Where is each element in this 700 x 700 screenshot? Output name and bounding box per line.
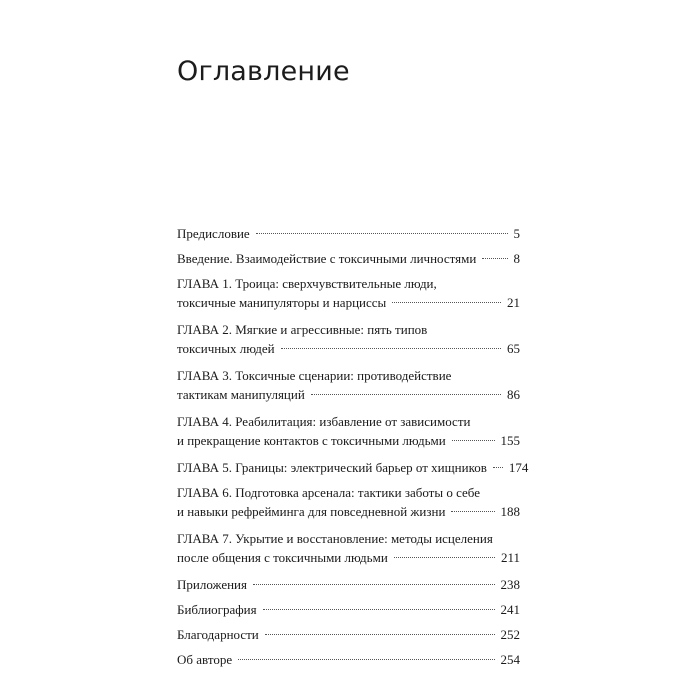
toc-entry-title: Приложения [177,577,247,592]
toc-entry-title-line1: ГЛАВА 1. Троица: сверхчувствительные люди, [177,276,437,291]
toc-entry-title-line1: ГЛАВА 3. Токсичные сценарии: противодействие [177,368,452,383]
toc-dot-leader [253,584,495,585]
toc-page-number: 155 [500,433,520,448]
toc-page-number: 21 [507,295,520,310]
toc-entry-chapter-3 [177,366,520,404]
page-title: Оглавление [177,56,350,87]
table-of-contents [177,224,529,675]
toc-entry-introduction [177,249,520,268]
toc-entry-title-line1: ГЛАВА 6. Подготовка арсенала: тактики заботы о себе [177,485,481,500]
toc-page-number: 174 [508,460,529,475]
toc-page-number: 188 [500,504,520,519]
toc-entry-title-line2: токсичные манипуляторы и нарциссы [177,295,387,310]
toc-entry-appendices [177,575,520,594]
toc-dot-leader [482,258,507,259]
toc-dot-leader [392,302,501,303]
toc-entry-title-line2: и прекращение контактов с токсичными людьми [177,433,446,448]
toc-entry-title-line1: ГЛАВА 4. Реабилитация: избавление от зависимости [177,414,471,429]
toc-entry-preface [177,224,520,243]
toc-entry-about-author [177,650,520,669]
toc-dot-leader [265,634,495,635]
toc-entry-chapter-6 [177,483,520,521]
toc-entry-title-line2: тактикам манипуляций [177,387,305,402]
toc-page-number: 252 [500,627,520,642]
toc-entry-title: ГЛАВА 5. Границы: электрический барьер от хищников [177,460,487,475]
toc-page-number: 238 [500,577,520,592]
toc-entry-bibliography [177,600,520,619]
toc-page-number: 86 [507,387,520,402]
toc-entry-chapter-7 [177,529,520,567]
toc-dot-leader [493,467,503,468]
toc-entry-title: Об авторе [177,652,233,667]
toc-entry-title: Введение. Взаимодействие с токсичными личностями [177,251,477,266]
toc-page-number: 8 [513,251,520,266]
toc-dot-leader [263,609,495,610]
toc-entry-chapter-5 [177,458,529,477]
toc-entry-title-line2: и навыки рефрейминга для повседневной жизни [177,504,446,519]
toc-entry-title: Предисловие [177,226,250,241]
toc-dot-leader [281,348,501,349]
toc-entry-title: Библиография [177,602,257,617]
toc-dot-leader [256,233,508,234]
toc-page-number: 254 [500,652,520,667]
toc-entry-chapter-2 [177,320,520,358]
toc-page-number: 211 [500,550,520,565]
toc-entry-title-line2: после общения с токсичными людьми [177,550,388,565]
toc-dot-leader [238,659,494,660]
toc-entry-title: Благодарности [177,627,259,642]
toc-dot-leader [311,394,501,395]
toc-entry-chapter-4 [177,412,520,450]
toc-entry-acknowledgements [177,625,520,644]
toc-entry-chapter-1 [177,274,520,312]
toc-dot-leader [451,511,494,512]
toc-page-number: 65 [507,341,520,356]
toc-entry-title-line2: токсичных людей [177,341,275,356]
toc-dot-leader [452,440,495,441]
toc-page-number: 5 [513,226,520,241]
toc-page-number: 241 [500,602,520,617]
toc-entry-title-line1: ГЛАВА 2. Мягкие и агрессивные: пять типов [177,322,428,337]
toc-dot-leader [394,557,495,558]
toc-entry-title-line1: ГЛАВА 7. Укрытие и восстановление: методы исцеления [177,531,493,546]
